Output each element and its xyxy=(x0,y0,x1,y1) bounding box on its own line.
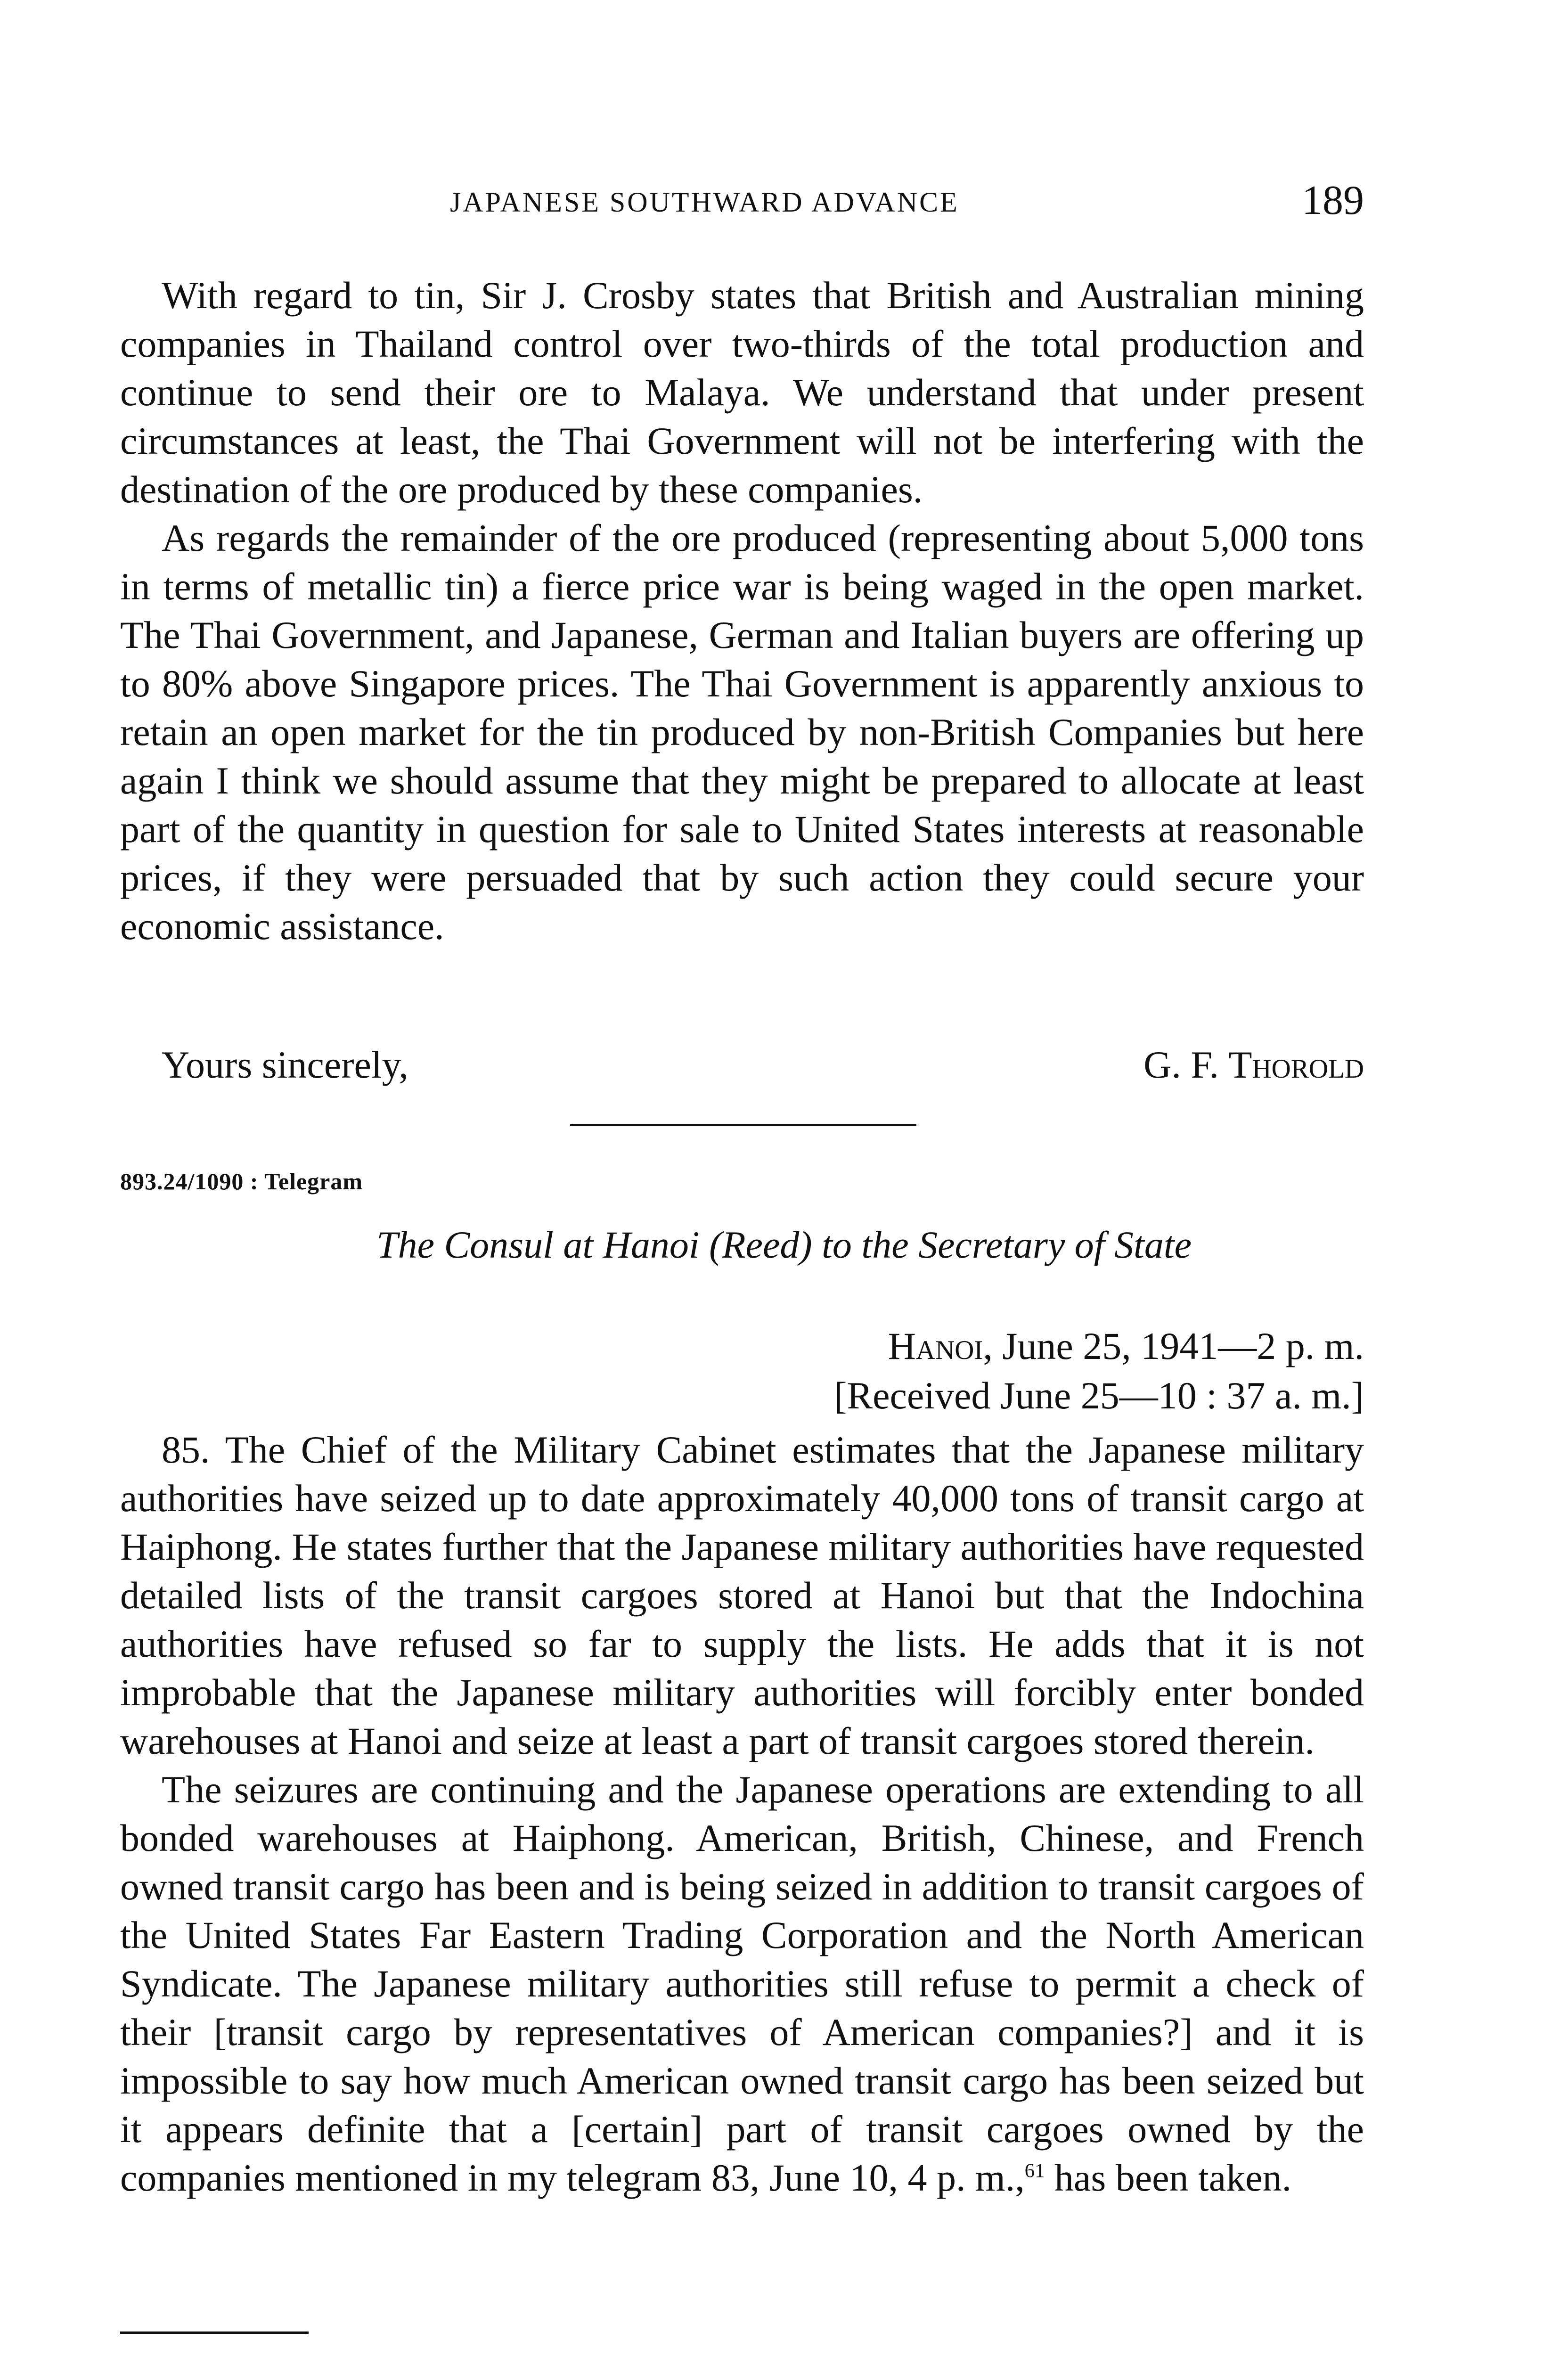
telegram-body xyxy=(120,1425,1364,2202)
document-heading: The Consul at Hanoi (Reed) to the Secretary of State xyxy=(376,1223,1192,1266)
signature-initials: G. F. xyxy=(1143,1043,1229,1086)
received-line: [Received June 25—10 : 37 a. m.] xyxy=(834,1374,1364,1417)
footnote-divider xyxy=(120,2331,309,2334)
section-divider xyxy=(570,1124,916,1126)
telegram-paragraph: 85. The Chief of the Military Cabinet estimates that the Japanese military authorities have seized up to date approximately 40,000 tons of transit cargo at Haiphong. He states further that the Japanese military authorities have requested detailed lists of the transit cargoes stored at Hanoi but that the Indochina authorities have refused so far to supply the lists. He adds that it is not improbable that the Japanese military authorities will forcibly enter bonded warehouses at Hanoi and seize at least a part of transit cargoes stored therein. xyxy=(120,1428,1364,1762)
running-head xyxy=(120,177,1364,229)
dateline xyxy=(888,1324,1364,1368)
letter-closing: Yours sincerely, xyxy=(162,1043,408,1086)
telegram-paragraph-text: The seizures are continuing and the Japanese operations are extending to all bonded warehouses at Haiphong. American, British, Chinese, and French owned transit cargo has been and is being seized in addition to transit cargoes of the United States Far Eastern Trading Corporation and the North American Syndicate. The Japanese military authorities still refuse to permit a check of their [transit cargo by representatives of American companies?] and it is impossible to say how much American owned transit cargo has been seized but it appears definite that a [certain] part of transit cargoes owned by the companies mentioned in my telegram 83, June 10, 4 p. m., xyxy=(120,1768,1364,2199)
telegram-paragraph xyxy=(120,1765,1364,2202)
file-reference: 893.24/1090 : Telegram xyxy=(120,1168,363,1194)
dateline-date: , June 25, 1941—2 p. m. xyxy=(983,1325,1364,1367)
running-title: JAPANESE SOUTHWARD ADVANCE xyxy=(450,187,959,218)
letter-body xyxy=(120,271,1364,950)
dateline-place: Hanoi xyxy=(888,1325,983,1367)
signature-name: Thorold xyxy=(1228,1043,1364,1086)
letter-paragraph: As regards the remainder of the ore produced (representing about 5,000 tons in terms of metallic tin) a fierce price war is being waged in the open market. The Thai Government, and Japanese, German and Italian buyers are offering up to 80% above Singapore prices. The Thai Government is apparently anxious to retain an open market for the tin produced by non-British Companies but here again I think we should assume that they might be prepared to allocate at least part of the quantity in question for sale to United States interests at reasonable prices, if they were persuaded that by such action they could secure your economic assistance. xyxy=(120,516,1364,948)
letter-signoff xyxy=(120,1039,1364,1091)
letter-signature xyxy=(1143,1039,1364,1091)
letter-paragraph: With regard to tin, Sir J. Crosby states that British and Australian mining companies in Thailand control over two-thirds of the total production and continue to send their ore to Malaya. We understand that under present circumstances at least, the Thai Government will not be interfering with the destination of the ore produced by these companies. xyxy=(120,274,1364,511)
footnote-reference: 61 xyxy=(1024,2160,1045,2182)
telegram-paragraph-tail: has been taken. xyxy=(1045,2156,1292,2199)
page-number: 189 xyxy=(1302,178,1364,223)
